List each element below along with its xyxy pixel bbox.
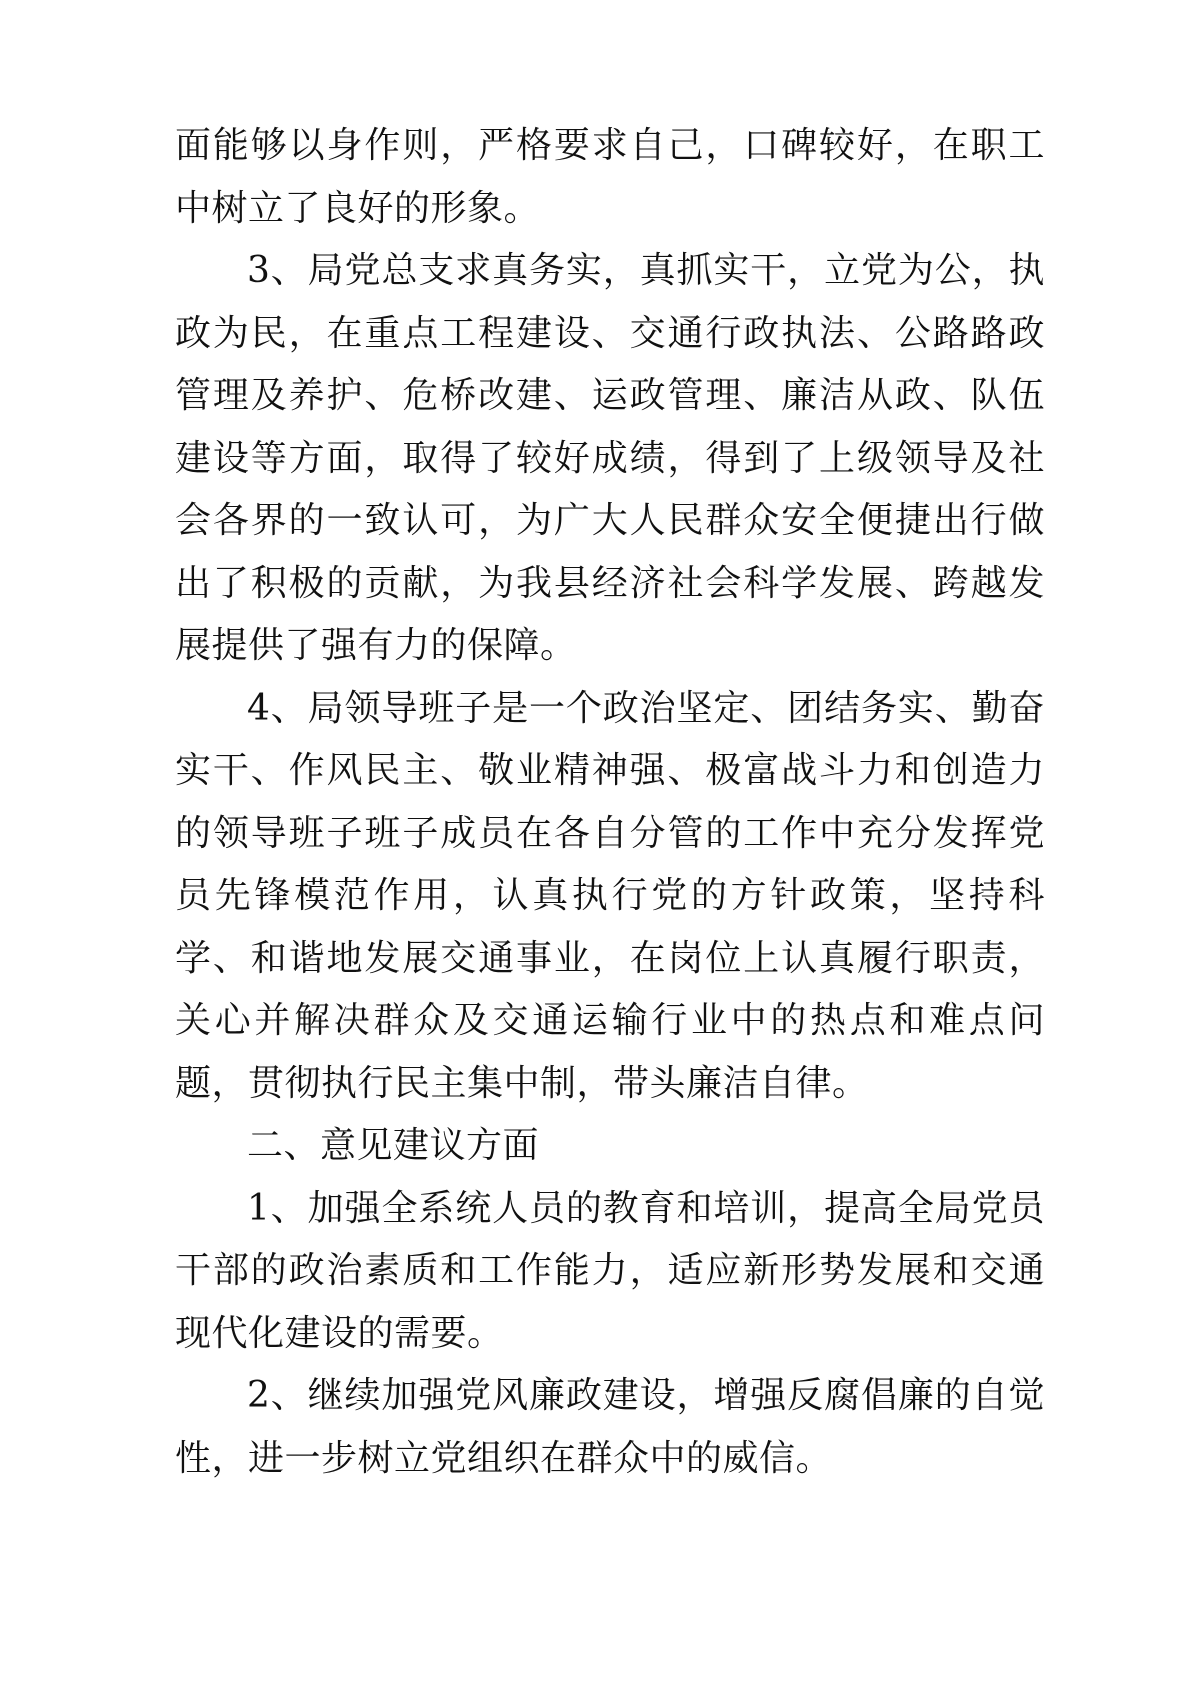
paragraph-suggestion-1: 1、加强全系统人员的教育和培训，提高全局党员干部的政治素质和工作能力，适应新形势发展和交通现代化建设的需要。 xyxy=(175,1187,1045,1354)
paragraph-suggestion-2: 2、继续加强党风廉政建设，增强反腐倡廉的自觉性，进一步树立党组织在群众中的威信。 xyxy=(175,1375,1045,1479)
paragraph-item-4: 4、局领导班子是一个政治坚定、团结务实、勤奋实干、作风民主、敬业精神强、极富战斗力和创造力的领导班子班子成员在各自分管的工作中充分发挥党员先锋模范作用，认真执行党的方针政策，坚持科学、和谐地发展交通事业，在岗位上认真履行职责，关心并解决群众及交通运输行业中的热点和难点问题，贯彻执行民主集中制，带头廉洁自律。 xyxy=(175,687,1045,1104)
document-body xyxy=(175,115,1045,1490)
paragraph-continuation: 面能够以身作则，严格要求自己，口碑较好，在职工中树立了良好的形象。 xyxy=(175,125,1045,229)
section-heading-suggestions: 二、意见建议方面 xyxy=(247,1125,540,1166)
paragraph-item-3: 3、局党总支求真务实，真抓实干，立党为公，执政为民，在重点工程建设、交通行政执法、公路路政管理及养护、危桥改建、运政管理、廉洁从政、队伍建设等方面，取得了较好成绩，得到了上级领导及社会各界的一致认可，为广大人民群众安全便捷出行做出了积极的贡献，为我县经济社会科学发展、跨越发展提供了强有力的保障。 xyxy=(175,250,1045,666)
